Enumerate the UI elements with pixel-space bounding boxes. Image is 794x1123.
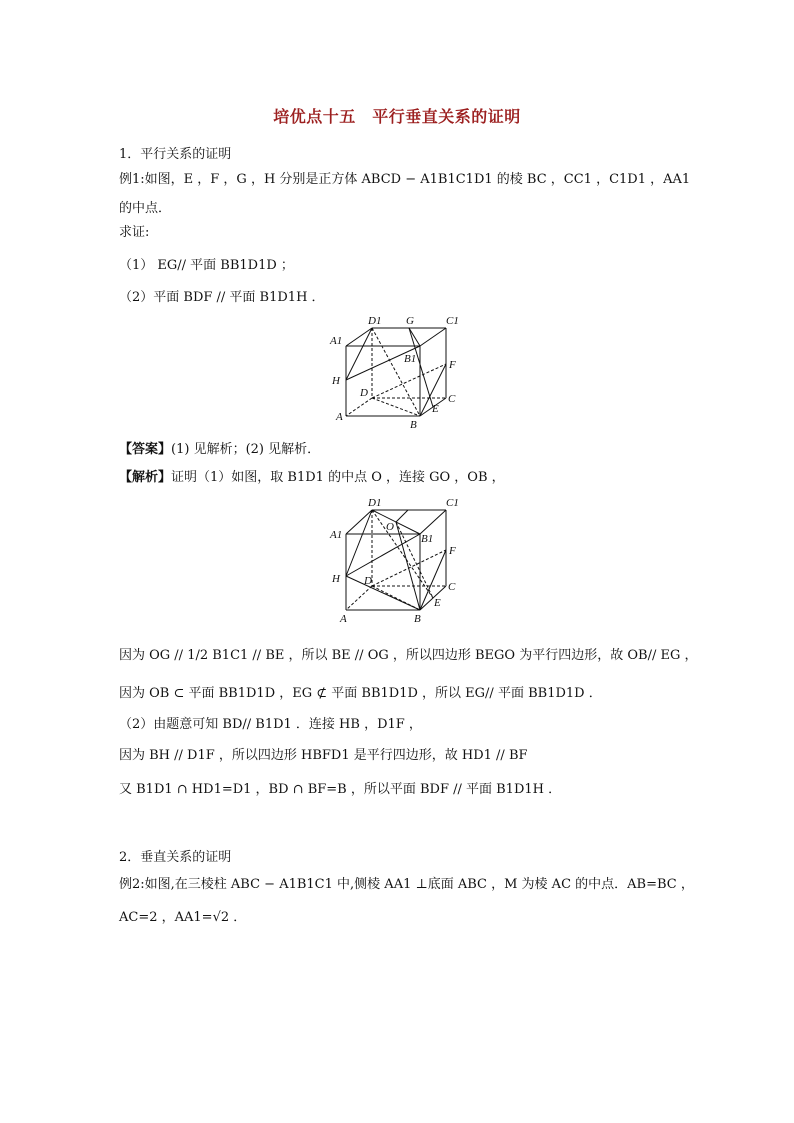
fig2-label-d1: D1 (368, 497, 382, 509)
fig2-label-c: C (448, 581, 456, 593)
fig2-label-d: D (364, 575, 372, 587)
section1-heading: 1．平行关系的证明 (119, 147, 232, 162)
fig2-label-a1: A1 (330, 529, 343, 541)
fig1-label-a1: A1 (330, 335, 343, 347)
fig2-label-c1: C1 (446, 497, 459, 509)
fig2-label-o: O (386, 521, 394, 533)
fig1-label-h: H (332, 375, 340, 387)
fig2-label-b: B (414, 613, 421, 625)
fig1-label-b1: B1 (404, 353, 417, 365)
cube-figure-1 (326, 314, 466, 436)
example2-line1: 例2:如图,在三棱柱 ABC − A1B1C1 中,侧棱 AA1 ⊥底面 ABC ，M 为棱 AC 的中点．AB=BC ， (119, 877, 694, 892)
fig2-label-e: E (434, 597, 441, 609)
cube-figure-2 (326, 496, 466, 632)
proof-line-2: 因为 OB ⊂ 平面 BB1D1D ，EG ⊄ 平面 BB1D1D ，所以 EG// 平面 BB1D1D ． (119, 686, 602, 701)
fig1-label-a: A (336, 411, 343, 423)
answer-line (119, 441, 320, 459)
fig1-label-e: E (432, 403, 439, 415)
proof-line-5: 又 B1D1 ∩ HD1=D1 ，BD ∩ BF=B ，所以平面 BDF // 平面 B1D1H ． (119, 782, 562, 797)
proof-line-1: 因为 OG // 1/2 B1C1 // BE ，所以 BE // OG ，所以四边形 BEGO 为平行四边形，故 OB// EG ， (119, 648, 698, 663)
fig2-label-h: H (332, 573, 340, 585)
fig1-label-f: F (449, 359, 456, 371)
page-title: 培优点十五 平行垂直关系的证明 (273, 107, 521, 126)
fig1-label-d: D (360, 387, 368, 399)
fig1-label-b: B (410, 419, 417, 431)
item2: （2）平面 BDF // 平面 B1D1H ． (119, 290, 325, 305)
fig1-label-c1: C1 (446, 315, 459, 327)
analysis-line (119, 469, 505, 487)
prove-label: 求证: (119, 225, 150, 240)
example1-line1: 例1:如图，E ，F ，G ，H 分别是正方体 ABCD − A1B1C1D1 的棱 BC ，CC1 ，C1D1 ，AA1 (119, 172, 691, 187)
analysis-tag: 【解析】 (119, 470, 172, 485)
analysis-text: 证明（1）如图，取 B1D1 的中点 O ，连接 GO ，OB ， (171, 470, 505, 485)
fig1-label-g: G (406, 315, 414, 327)
example1-line2: 的中点． (119, 201, 172, 216)
fig2-label-a: A (340, 613, 347, 625)
item1: （1） EG// 平面 BB1D1D ； (119, 258, 294, 273)
fig2-label-f: F (449, 545, 456, 557)
fig1-label-c: C (448, 393, 456, 405)
section2-heading: 2．垂直关系的证明 (119, 850, 232, 865)
proof-line-3: （2）由题意可知 BD// B1D1 ．连接 HB ，D1F ， (119, 717, 422, 732)
proof-line-4: 因为 BH // D1F ，所以四边形 HBFD1 是平行四边形，故 HD1 // BF (119, 748, 528, 763)
example2-line2: AC=2 ，AA1=√2 ． (119, 910, 247, 925)
answer-tag: 【答案】 (119, 442, 172, 457)
answer-text: (1) 见解析；(2) 见解析． (171, 442, 321, 457)
fig1-label-d1: D1 (368, 315, 382, 327)
fig2-label-b1: B1 (421, 533, 434, 545)
